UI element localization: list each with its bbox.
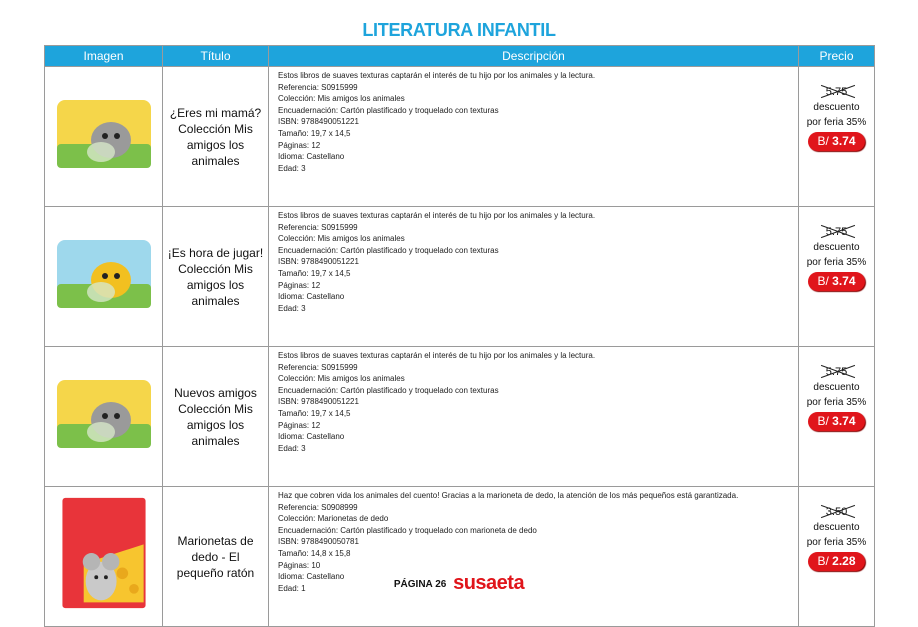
price-cell bbox=[799, 347, 875, 487]
description-line: Estos libros de suaves texturas captarán el interés de tu hijo por los animales y la lectura. bbox=[278, 71, 596, 80]
page-footer bbox=[0, 572, 918, 595]
description-line: Referencia: S0915999 bbox=[278, 82, 358, 92]
column-header-description: Descripción bbox=[269, 46, 799, 67]
old-price-value: 5.75 bbox=[825, 86, 848, 98]
description-line: Colección: Mis amigos los animales bbox=[278, 94, 405, 104]
description-line: Páginas: 12 bbox=[278, 280, 321, 290]
description-line: Encuadernación: Cartón plastificado y troquelado con texturas bbox=[278, 245, 499, 255]
old-price-value: 3.50 bbox=[825, 506, 848, 518]
description-line: Tamaño: 19,7 x 14,5 bbox=[278, 408, 351, 418]
description-line: Encuadernación: Cartón plastificado y troquelado con texturas bbox=[278, 105, 499, 115]
book-cover-image bbox=[53, 234, 155, 314]
description-line: ISBN: 9788490050781 bbox=[278, 537, 359, 547]
currency-symbol: B/ bbox=[817, 134, 829, 148]
table-row bbox=[45, 207, 875, 347]
page-number: PÁGINA 26 bbox=[393, 579, 447, 590]
table-row bbox=[45, 67, 875, 207]
book-title: ¿Eres mi mamá? Colección Mis amigos los animales bbox=[163, 67, 269, 207]
description-line: Tamaño: 19,7 x 14,5 bbox=[278, 128, 351, 138]
book-description bbox=[269, 487, 799, 627]
currency-symbol: B/ bbox=[817, 274, 829, 288]
description-line: Páginas: 12 bbox=[278, 420, 321, 430]
catalog-table bbox=[44, 45, 875, 627]
book-cover-image bbox=[53, 374, 155, 454]
book-title: Nuevos amigos Colección Mis amigos los animales bbox=[163, 347, 269, 487]
description-line: ISBN: 9788490051221 bbox=[278, 117, 359, 127]
sale-price-badge bbox=[808, 272, 864, 291]
discount-percent: por feria 35% bbox=[806, 397, 867, 408]
book-description bbox=[269, 347, 799, 487]
column-header-title: Título bbox=[163, 46, 269, 67]
brand-logo: susaeta bbox=[453, 572, 525, 594]
description-line: Edad: 1 bbox=[278, 583, 306, 593]
discount-label: descuento bbox=[813, 102, 860, 113]
book-description bbox=[269, 207, 799, 347]
discount-percent: por feria 35% bbox=[806, 537, 867, 548]
old-price bbox=[826, 225, 847, 240]
book-cover-cell bbox=[45, 487, 163, 627]
description-line: ISBN: 9788490051221 bbox=[278, 257, 359, 267]
description-line: Edad: 3 bbox=[278, 443, 306, 453]
book-title: ¡Es hora de jugar! Colección Mis amigos los animales bbox=[163, 207, 269, 347]
book-description bbox=[269, 67, 799, 207]
description-line: Referencia: S0915999 bbox=[278, 222, 358, 232]
description-line: Tamaño: 19,7 x 14,5 bbox=[278, 268, 351, 278]
book-title: Marionetas de dedo - El pequeño ratón bbox=[163, 487, 269, 627]
sale-price-badge bbox=[808, 412, 864, 431]
description-line: Idioma: Castellano bbox=[278, 292, 345, 302]
description-line: ISBN: 9788490051221 bbox=[278, 397, 359, 407]
description-line: Tamaño: 14,8 x 15,8 bbox=[278, 548, 351, 558]
old-price bbox=[826, 365, 847, 380]
description-line: Colección: Mis amigos los animales bbox=[278, 234, 405, 244]
description-line: Estos libros de suaves texturas captarán el interés de tu hijo por los animales y la lectura. bbox=[278, 211, 596, 220]
old-price bbox=[826, 85, 847, 100]
description-line: Edad: 3 bbox=[278, 163, 306, 173]
description-line: Colección: Mis amigos los animales bbox=[278, 374, 405, 384]
old-price-value: 5.75 bbox=[825, 226, 848, 238]
old-price-value: 5.75 bbox=[825, 366, 848, 378]
book-cover-cell bbox=[45, 347, 163, 487]
description-line: Referencia: S0908999 bbox=[278, 502, 358, 512]
description-line: Encuadernación: Cartón plastificado y troquelado con marioneta de dedo bbox=[278, 525, 537, 535]
description-line: Haz que cobren vida los animales del cuento! Gracias a la marioneta de dedo, la atención de los más pequeños está garantizada. bbox=[278, 491, 739, 500]
book-cover-image bbox=[53, 94, 155, 174]
sale-price-value: 3.74 bbox=[832, 414, 856, 428]
description-line: Páginas: 12 bbox=[278, 140, 321, 150]
column-header-price: Precio bbox=[799, 46, 875, 67]
discount-label: descuento bbox=[813, 522, 860, 533]
book-cover-cell bbox=[45, 67, 163, 207]
table-row bbox=[45, 347, 875, 487]
description-line: Idioma: Castellano bbox=[278, 432, 345, 442]
book-cover-cell bbox=[45, 207, 163, 347]
sale-price-badge bbox=[808, 552, 864, 571]
old-price bbox=[826, 505, 847, 520]
sale-price-value: 3.74 bbox=[832, 274, 856, 288]
page-title: LITERATURA INFANTIL bbox=[362, 20, 556, 40]
currency-symbol: B/ bbox=[817, 554, 829, 568]
discount-percent: por feria 35% bbox=[806, 257, 867, 268]
description-line: Encuadernación: Cartón plastificado y troquelado con texturas bbox=[278, 385, 499, 395]
description-line: Colección: Marionetas de dedo bbox=[278, 514, 389, 524]
table-row bbox=[45, 487, 875, 627]
column-header-image: Imagen bbox=[45, 46, 163, 67]
description-line: Edad: 3 bbox=[278, 303, 306, 313]
sale-price-badge bbox=[808, 132, 864, 151]
description-line: Idioma: Castellano bbox=[278, 572, 345, 582]
price-cell bbox=[799, 67, 875, 207]
description-line: Referencia: S0915999 bbox=[278, 362, 358, 372]
table-header-row bbox=[45, 46, 875, 67]
price-cell bbox=[799, 207, 875, 347]
discount-percent: por feria 35% bbox=[806, 117, 867, 128]
price-cell bbox=[799, 487, 875, 627]
description-line: Idioma: Castellano bbox=[278, 152, 345, 162]
discount-label: descuento bbox=[813, 242, 860, 253]
description-line: Páginas: 10 bbox=[278, 560, 321, 570]
sale-price-value: 3.74 bbox=[832, 134, 856, 148]
discount-label: descuento bbox=[813, 382, 860, 393]
currency-symbol: B/ bbox=[817, 414, 829, 428]
sale-price-value: 2.28 bbox=[832, 554, 856, 568]
description-line: Estos libros de suaves texturas captarán el interés de tu hijo por los animales y la lectura. bbox=[278, 351, 596, 360]
